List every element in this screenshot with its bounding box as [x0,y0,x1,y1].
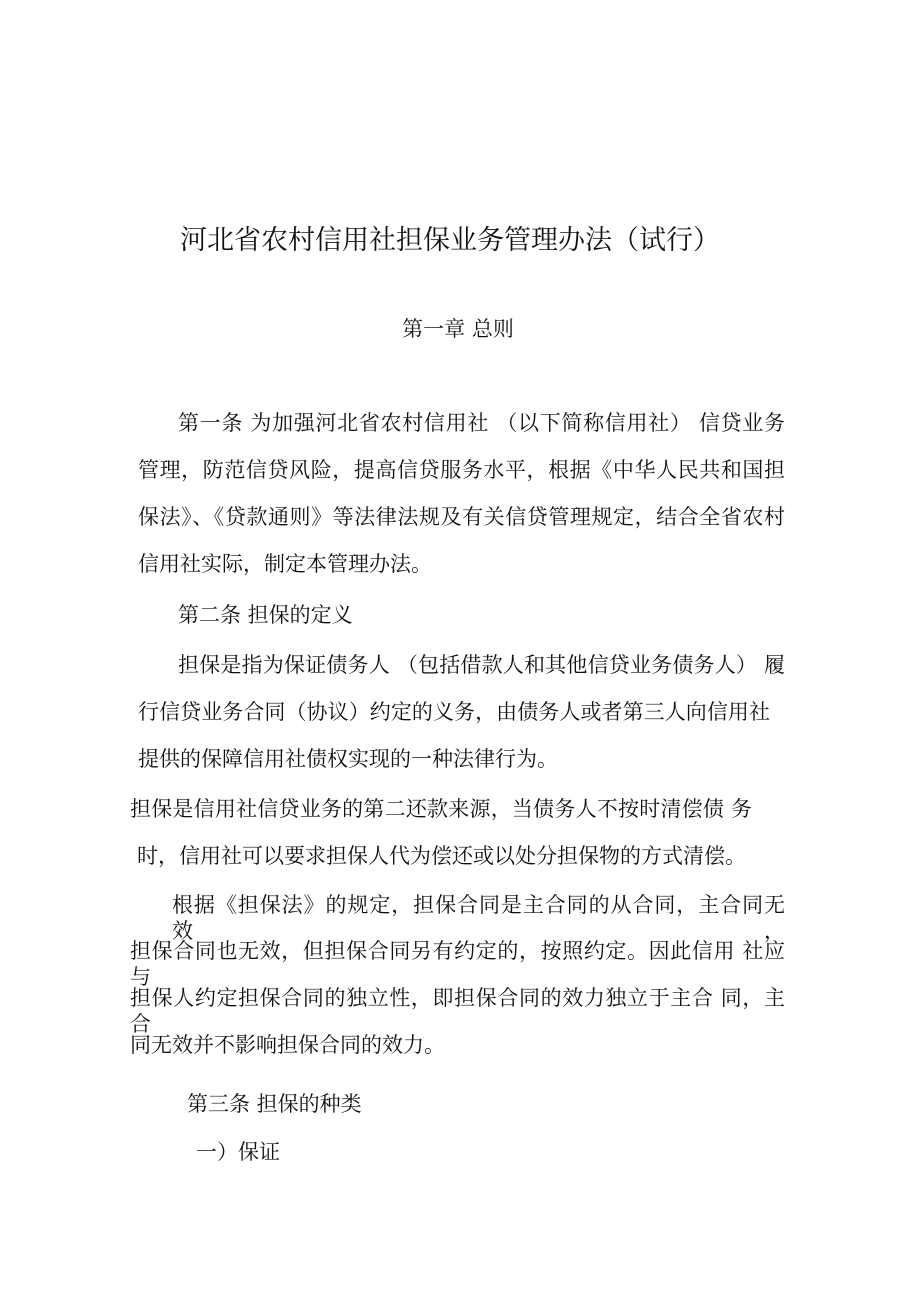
paragraph-line: 担保是指为保证债务人 （包括借款人和其他信贷业务债务人） 履 [178,653,785,677]
paragraph-line: 担保合同也无效，但担保合同另有约定的，按照约定。因此信用 社应与 [130,939,785,989]
paragraph-line: 根据《担保法》的规定，担保合同是主合同的从合同，主合同无 效， [172,893,785,943]
paragraph-line: 同无效并不影响担保合同的效力。 [130,1033,445,1057]
paragraph-line: 担保人约定担保合同的独立性，即担保合同的效力独立于主合 同，主合 [130,986,785,1036]
paragraph-line: 时，信用社可以要求担保人代为偿还或以处分担保物的方式清偿。 [137,844,746,868]
paragraph-line: 第一条 为加强河北省农村信用社 （以下简称信用社） 信贷业务 [178,411,785,435]
article-heading: 第二条 担保的定义 [178,603,353,627]
section-heading: 一）保证 [196,1140,280,1164]
paragraph-line: 行信贷业务合同（协议）约定的义务，由债务人或者第三人向信用社 [138,700,770,724]
paragraph-line: 提供的保障信用社债权实现的一种法律行为。 [138,747,558,771]
paragraph-line: 管理，防范信贷风险，提高信贷服务水平，根据《中华人民共和国担 [138,458,785,482]
chapter-heading: 第一章 总则 [402,317,514,341]
document-title: 河北省农村信用社担保业务管理办法（试行） [180,225,720,256]
paragraph-line: 担保是信用社信贷业务的第二还款来源，当债务人不按时清偿债 务 [130,797,752,821]
paragraph-line: 信用社实际，制定本管理办法。 [138,552,432,576]
paragraph-line: 保法》、《贷款通则》等法律法规及有关信贷管理规定，结合全省农村 [138,505,785,529]
article-heading: 第三条 担保的种类 [187,1092,362,1116]
